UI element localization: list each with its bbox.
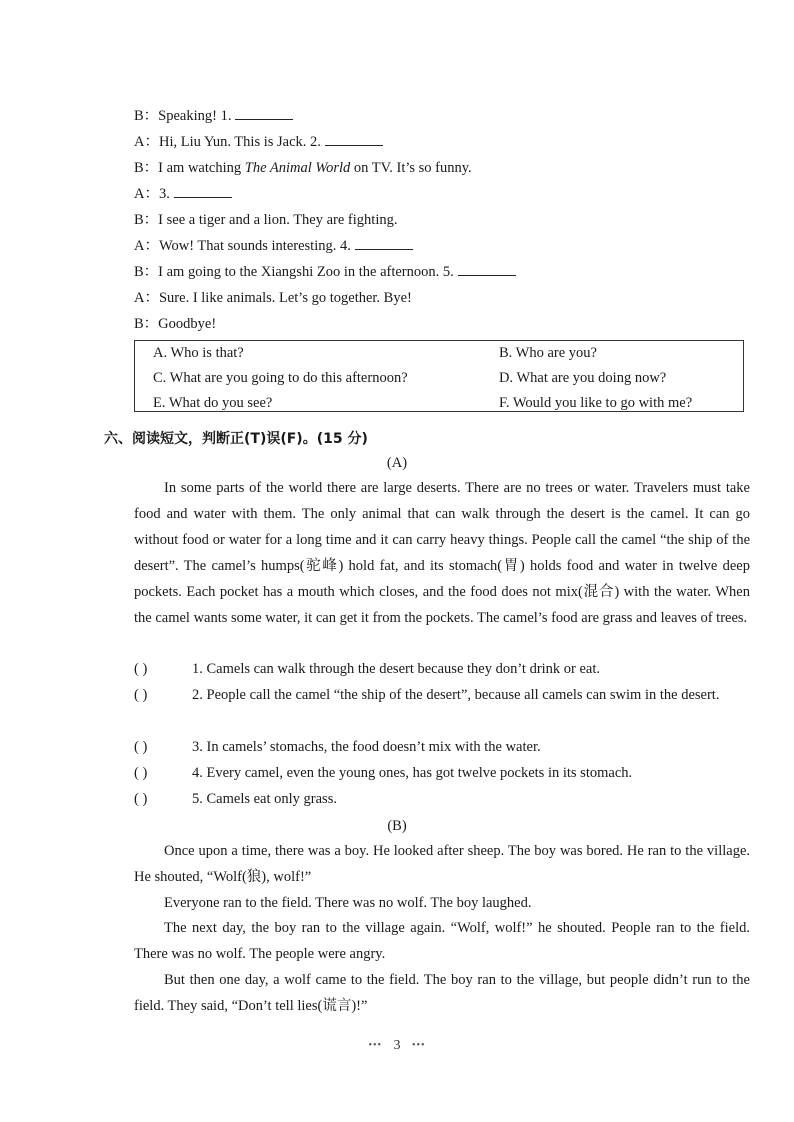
dialogue-text: Hi, Liu Yun. This is Jack. 2. bbox=[158, 134, 321, 150]
speaker: B bbox=[134, 316, 144, 332]
speaker: B bbox=[134, 264, 144, 280]
dialogue-text: Wow! That sounds interesting. 4. bbox=[158, 238, 351, 254]
passage-b-paragraph-3: The next day, the boy ran to the village again. “Wolf, wolf!” he shouted. People ran to the field. There was no wolf. The people were angry. bbox=[134, 920, 750, 962]
question-3 bbox=[134, 735, 750, 761]
dialogue-text: I am watching bbox=[158, 160, 245, 176]
passage-b-paragraph-2: Everyone ran to the field. There was no wolf. The boy laughed. bbox=[164, 895, 532, 911]
question-5 bbox=[134, 787, 750, 813]
answer-blank-2[interactable] bbox=[325, 133, 383, 146]
dialogue-line-9: B：Goodbye! bbox=[134, 316, 217, 332]
answer-paren-5[interactable]: ( ) bbox=[134, 791, 148, 807]
passage-b-paragraph-1: Once upon a time, there was a boy. He looked after sheep. The boy was bored. He ran to the village. He shouted, “Wolf(狼), wolf!” bbox=[134, 843, 750, 885]
dialogue-text: I see a tiger and a lion. They are fighting. bbox=[158, 212, 398, 228]
dialogue-text: I am going to the Xiangshi Zoo in the afternoon. 5. bbox=[158, 264, 454, 280]
dialogue-line-4: A：3. bbox=[134, 182, 232, 203]
page-footer bbox=[0, 1038, 794, 1054]
footer-dots-right: ••• bbox=[412, 1040, 426, 1052]
passage-b-label: (B) bbox=[387, 818, 407, 834]
speaker: A bbox=[134, 186, 145, 202]
dialogue-text: 3. bbox=[158, 186, 170, 202]
answer-blank-5[interactable] bbox=[458, 263, 516, 276]
answer-blank-3[interactable] bbox=[174, 185, 232, 198]
dialogue-text: Goodbye! bbox=[158, 316, 217, 332]
option-d: D. What are you doing now? bbox=[499, 370, 667, 386]
speaker: B bbox=[134, 160, 144, 176]
dialogue-text: Speaking! 1. bbox=[158, 108, 232, 124]
question-text: 2. People call the camel “the ship of the desert”, because all camels can swim in the desert. bbox=[192, 687, 720, 703]
dialogue-text-after: on TV. It’s so funny. bbox=[350, 160, 472, 176]
option-f: F. Would you like to go with me? bbox=[499, 395, 693, 411]
dialogue-line-7: B：I am going to the Xiangshi Zoo in the afternoon. 5. bbox=[134, 260, 516, 281]
speaker: B bbox=[134, 212, 144, 228]
section-title: 六、阅读短文，判断正(T)误(F)。(15 分) bbox=[104, 431, 368, 447]
dialogue-text: Sure. I like animals. Let’s go together. Bye! bbox=[158, 290, 412, 306]
passage-b-paragraph-4: But then one day, a wolf came to the field. The boy ran to the village, but people didn’t run to the field. They said, “Don’t tell lies(谎言)!” bbox=[134, 972, 750, 1014]
footer-dots-left: ••• bbox=[368, 1040, 382, 1052]
question-2 bbox=[134, 683, 750, 709]
speaker: A bbox=[134, 238, 145, 254]
question-text: 5. Camels eat only grass. bbox=[192, 791, 337, 807]
passage-a-text: In some parts of the world there are large deserts. There are no trees or water. Travelers must take food and water with them. The only animal that can walk through the desert is the camel. It can go without food or water for a long time and it can carry heavy things. People call the camel “the ship of the desert”. The camel’s humps(驼峰) hold fat, and its stomach(胃) holds food and water in twelve deep pockets. Each pocket has a mouth which closes, and the food does not mix(混合) with the water. When the camel wants some water, it can get it from the pockets. The camel’s food are grass and leaves of trees. bbox=[134, 480, 750, 626]
question-text: 3. In camels’ stomachs, the food doesn’t mix with the water. bbox=[192, 739, 541, 755]
options-box bbox=[134, 340, 744, 412]
answer-paren-1[interactable]: ( ) bbox=[134, 661, 148, 677]
answer-blank-4[interactable] bbox=[355, 237, 413, 250]
passage-a-label: (A) bbox=[386, 455, 408, 471]
dialogue-line-5: B：I see a tiger and a lion. They are fighting. bbox=[134, 212, 398, 228]
option-b: B. Who are you? bbox=[499, 345, 597, 361]
answer-paren-4[interactable]: ( ) bbox=[134, 765, 148, 781]
question-4 bbox=[134, 761, 750, 787]
dialogue-line-2: A：Hi, Liu Yun. This is Jack. 2. bbox=[134, 130, 383, 151]
option-e: E. What do you see? bbox=[153, 395, 273, 411]
speaker: A bbox=[134, 290, 145, 306]
answer-paren-2[interactable]: ( ) bbox=[134, 687, 148, 703]
speaker: B bbox=[134, 108, 144, 124]
dialogue-line-1: B：Speaking! 1. bbox=[134, 104, 293, 125]
program-title: The Animal World bbox=[244, 160, 351, 176]
dialogue-line-3: B：I am watching The Animal World on TV. It’s so funny. bbox=[134, 160, 472, 176]
question-1 bbox=[134, 657, 750, 683]
answer-blank-1[interactable] bbox=[235, 107, 293, 120]
answer-paren-3[interactable]: ( ) bbox=[134, 739, 148, 755]
dialogue-line-8: A：Sure. I like animals. Let’s go together. Bye! bbox=[134, 290, 412, 306]
dialogue-line-6: A：Wow! That sounds interesting. 4. bbox=[134, 234, 413, 255]
speaker: A bbox=[134, 134, 145, 150]
question-text: 1. Camels can walk through the desert because they don’t drink or eat. bbox=[192, 661, 601, 677]
question-text: 4. Every camel, even the young ones, has got twelve pockets in its stomach. bbox=[192, 765, 633, 781]
option-c: C. What are you going to do this afternoon? bbox=[153, 370, 408, 386]
page-number: 3 bbox=[393, 1038, 401, 1053]
option-a: A. Who is that? bbox=[153, 345, 244, 361]
